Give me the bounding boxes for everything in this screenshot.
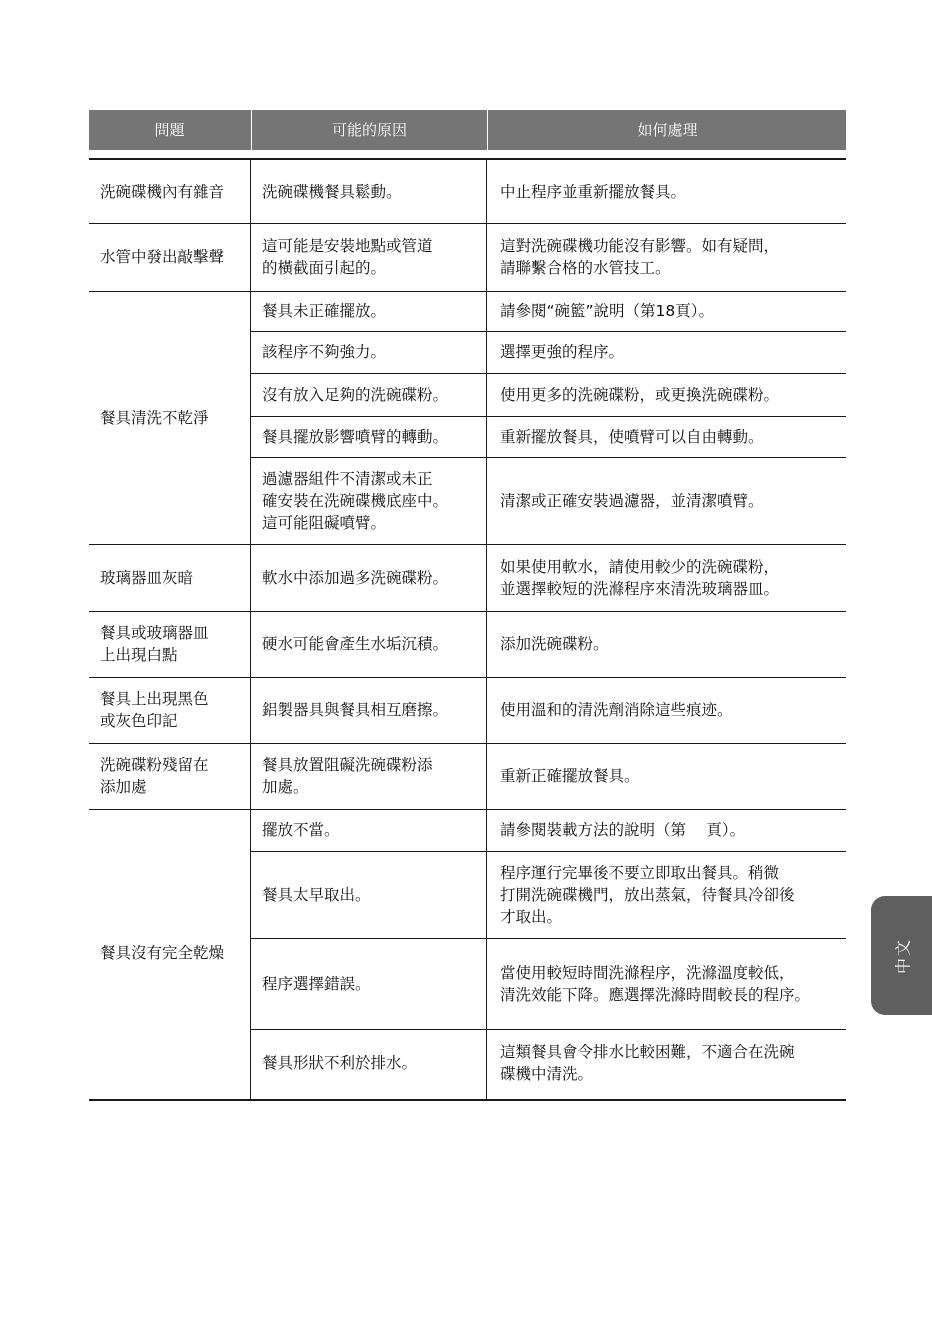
- cause-cell: 過濾器組件不清潔或未正 確安裝在洗碗碟機底座中。 這可能阻礙噴臂。: [262, 469, 449, 532]
- solution-cell: 使用更多的洗碗碟粉，或更換洗碗碟粉。: [500, 385, 780, 404]
- row-divider: [250, 373, 846, 374]
- row-divider: [89, 223, 846, 224]
- solution-cell: 重新擺放餐具，使噴臂可以自由轉動。: [500, 427, 764, 446]
- solution-cell: 使用溫和的清洗劑消除這些痕迹。: [500, 701, 733, 719]
- cause-cell: 軟水中添加過多洗碗碟粉。: [262, 568, 449, 587]
- cause-cell: 沒有放入足夠的洗碗碟粉。: [262, 385, 449, 404]
- solution-cell: 當使用較短時間洗滌程序，洗滌溫度較低， 清洗效能下降。應選擇洗滌時間較長的程序。: [500, 963, 811, 1004]
- solution-cell: 這對洗碗碟機功能沒有影響。如有疑問， 請聯繫合格的水管技工。: [500, 237, 780, 277]
- cause-cell: 程序選擇錯誤。: [262, 974, 371, 993]
- cause-cell: 擺放不當。: [262, 821, 340, 839]
- table-body: [89, 158, 846, 1101]
- cause-cell: 這可能是安裝地點或管道 的橫截面引起的。: [262, 237, 433, 277]
- solution-cell: 選擇更強的程序。: [500, 343, 625, 361]
- cause-cell: 餐具形狀不利於排水。: [262, 1054, 418, 1072]
- language-tab-label: 中文: [893, 937, 912, 974]
- solution-cell: 如果使用軟水，請使用較少的洗碗碟粉， 並選擇較短的洗滌程序來清洗玻璃器皿。: [500, 557, 780, 598]
- problem-cell: 餐具或玻璃器皿 上出現白點: [100, 624, 209, 664]
- row-divider: [89, 544, 846, 545]
- solution-cell: 清潔或正確安裝過濾器，並清潔噴臂。: [500, 491, 764, 510]
- row-divider: [250, 416, 846, 417]
- cause-cell: 該程序不夠強力。: [262, 343, 387, 361]
- row-divider: [250, 851, 846, 852]
- cause-cell: 餐具放置阻礙洗碗碟粉添 加處。: [262, 756, 433, 796]
- solution-cell: 這類餐具會令排水比較困難，不適合在洗碗 碟機中清洗。: [500, 1043, 795, 1083]
- table-header: [89, 110, 846, 150]
- problem-cell: 餐具沒有完全乾燥: [100, 944, 225, 962]
- problem-cell: 洗碗碟機內有雜音: [100, 182, 225, 201]
- row-divider: [89, 677, 846, 678]
- troubleshooting-table: [89, 110, 846, 1101]
- solution-cell: 請參閱裝載方法的說明（第 頁）。: [500, 821, 746, 839]
- cause-cell: 餐具太早取出。: [262, 885, 371, 904]
- cause-cell: 餐具未正確擺放。: [262, 302, 387, 320]
- problem-cell: 餐具清洗不乾淨: [100, 408, 209, 427]
- header-cause: 可能的原因: [251, 110, 487, 150]
- problem-cell: 洗碗碟粉殘留在 添加處: [100, 756, 209, 796]
- row-divider: [89, 291, 846, 292]
- solution-cell: 請參閱“碗籃”說明（第18頁）。: [500, 302, 715, 320]
- row-divider: [89, 611, 846, 612]
- row-divider: [250, 457, 846, 458]
- row-divider: [250, 938, 846, 939]
- problem-cell: 玻璃器皿灰暗: [100, 568, 194, 587]
- cause-cell: 洗碗碟機餐具鬆動。: [262, 182, 402, 201]
- solution-cell: 程序運行完畢後不要立即取出餐具。稍微 打開洗碗碟機門，放出蒸氣，待餐具冷卻後 才取出。: [500, 863, 795, 926]
- language-tab: [871, 896, 932, 1015]
- cause-cell: 鋁製器具與餐具相互磨擦。: [262, 701, 449, 719]
- solution-cell: 重新正確擺放餐具。: [500, 767, 640, 785]
- header-solution: 如何處理: [487, 110, 847, 150]
- solution-cell: 添加洗碗碟粉。: [500, 635, 609, 653]
- row-divider: [250, 1029, 846, 1030]
- problem-cell: 水管中發出敲擊聲: [100, 248, 225, 266]
- problem-cell: 餐具上出現黑色 或灰色印記: [100, 690, 209, 730]
- cause-cell: 餐具擺放影響噴臂的轉動。: [262, 427, 449, 446]
- solution-cell: 中止程序並重新擺放餐具。: [500, 182, 687, 201]
- row-divider: [89, 809, 846, 810]
- row-divider: [89, 743, 846, 744]
- row-divider: [250, 331, 846, 332]
- cause-cell: 硬水可能會產生水垢沉積。: [262, 635, 449, 653]
- header-problem: 問題: [154, 121, 185, 139]
